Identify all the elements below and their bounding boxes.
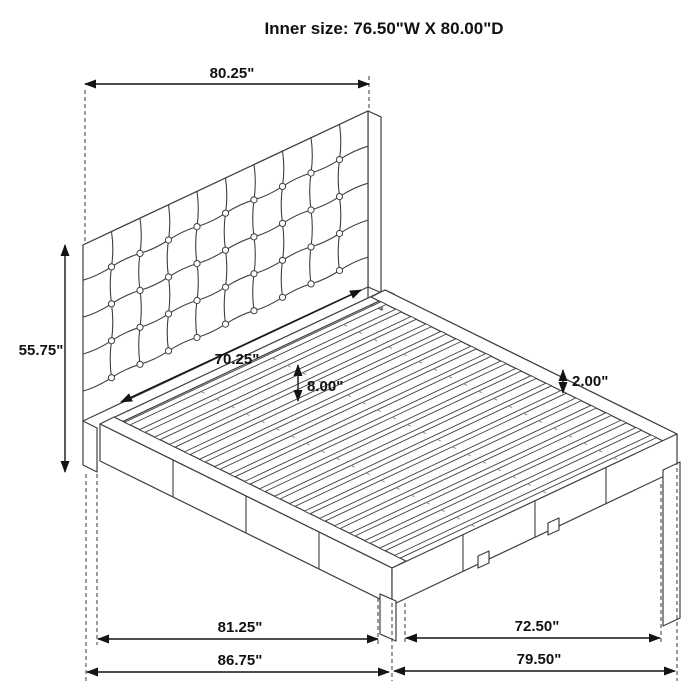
- tuft-button: [336, 230, 342, 236]
- slat-screw-mark: [261, 421, 264, 423]
- dim-label-base-side-depth: 72.50": [514, 618, 560, 635]
- slat-screw-mark: [347, 395, 350, 397]
- slat-screw-mark: [321, 451, 324, 453]
- slat-screw-mark: [509, 406, 512, 408]
- tuft-button: [308, 281, 314, 287]
- tuft-button: [108, 375, 114, 381]
- slat-screw-mark: [426, 503, 429, 505]
- tuft-button: [165, 311, 171, 317]
- tuft-button: [137, 250, 143, 256]
- slat-screw-mark: [498, 469, 501, 471]
- tuft-button: [336, 157, 342, 163]
- tuft-button: [222, 284, 228, 290]
- slat-screw-mark: [464, 384, 467, 386]
- slat-screw-mark: [411, 495, 414, 497]
- tuft-button: [308, 170, 314, 176]
- dim-base-front-width: [98, 619, 378, 639]
- tuft-button: [279, 294, 285, 300]
- tuft-button: [137, 287, 143, 293]
- slat-screw-mark: [231, 406, 234, 408]
- tuft-button: [336, 267, 342, 273]
- tuft-button: [137, 324, 143, 330]
- slat-screw-mark: [366, 473, 369, 475]
- dim-label-slat-height: 2.00": [572, 373, 609, 390]
- slat-screw-mark: [419, 362, 422, 364]
- dim-overall-depth: [394, 651, 675, 671]
- slat-screw-mark: [456, 517, 459, 519]
- slat-screw-mark: [359, 332, 362, 334]
- diagram-title: Inner size: 76.50"W X 80.00"D: [264, 19, 504, 38]
- slat-screw-mark: [246, 414, 249, 416]
- dim-label-base-front-width: 81.25": [217, 619, 263, 636]
- slat-screw-mark: [513, 476, 516, 478]
- dim-overall-width: [87, 652, 389, 672]
- tuft-button: [194, 261, 200, 267]
- tuft-button: [165, 237, 171, 243]
- tuft-button: [194, 334, 200, 340]
- slat-screw-mark: [287, 365, 290, 367]
- tuft-button: [279, 257, 285, 263]
- tuft-button: [137, 361, 143, 367]
- slat-screw-mark: [479, 391, 482, 393]
- dim-headboard-width: [85, 65, 369, 84]
- headboard-side-face: [368, 111, 381, 293]
- slat-screw-mark: [539, 421, 542, 423]
- tuft-button: [308, 207, 314, 213]
- slat-screw-mark: [381, 480, 384, 482]
- slat-screw-mark: [449, 376, 452, 378]
- dim-label-slat-gap: 8.00": [307, 378, 344, 395]
- slat-screw-mark: [396, 488, 399, 490]
- tuft-button: [108, 264, 114, 270]
- slat-screw-mark: [291, 436, 294, 438]
- tuft-button: [279, 220, 285, 226]
- slat-screw-mark: [599, 450, 602, 452]
- slat-screw-mark: [434, 369, 437, 371]
- slat-screw-mark: [584, 443, 587, 445]
- slat-screw-mark: [554, 428, 557, 430]
- tuft-button: [251, 234, 257, 240]
- tuft-button: [222, 247, 228, 253]
- dim-headboard-height: [19, 245, 65, 472]
- dim-label-overall-depth: 79.50": [516, 651, 562, 668]
- tuft-button: [336, 194, 342, 200]
- slat-screw-mark: [407, 425, 410, 427]
- slat-screw-mark: [362, 402, 365, 404]
- slat-screw-mark: [351, 466, 354, 468]
- slat-screw-mark: [452, 447, 455, 449]
- front-corner-leg: [380, 594, 396, 641]
- tuft-button: [108, 301, 114, 307]
- slat-screw-mark: [404, 354, 407, 356]
- headboard-left-leg: [83, 421, 97, 472]
- dim-label-overall-width: 86.75": [217, 652, 263, 669]
- slat-screw-mark: [272, 358, 275, 360]
- dim-label-headboard-height: 55.75": [18, 342, 64, 359]
- tuft-button: [194, 297, 200, 303]
- slat-screw-mark: [482, 462, 485, 464]
- slat-screw-mark: [614, 458, 617, 460]
- slat-screw-mark: [467, 454, 470, 456]
- slat-screw-mark: [494, 399, 497, 401]
- slat-screw-mark: [441, 510, 444, 512]
- tuft-button: [251, 271, 257, 277]
- slat-screw-mark: [374, 339, 377, 341]
- slat-screw-mark: [524, 413, 527, 415]
- slat-screw-mark: [569, 436, 572, 438]
- slat-screw-mark: [276, 429, 279, 431]
- slat-screw-mark: [528, 484, 531, 486]
- tuft-button: [165, 274, 171, 280]
- slat-screw-mark: [471, 525, 474, 527]
- slat-screw-mark: [302, 373, 305, 375]
- dim-label-inner-width: 70.25": [214, 351, 260, 368]
- slat-screw-mark: [216, 399, 219, 401]
- slat-screw-mark: [392, 417, 395, 419]
- slat-screw-mark: [377, 410, 380, 412]
- slat-screw-mark: [306, 443, 309, 445]
- slat-screw-mark: [437, 439, 440, 441]
- tuft-button: [108, 338, 114, 344]
- dim-base-side-depth: [406, 618, 660, 638]
- tuft-button: [165, 348, 171, 354]
- tuft-button: [194, 224, 200, 230]
- slat-screw-mark: [422, 432, 425, 434]
- tuft-button: [251, 197, 257, 203]
- tuft-button: [222, 321, 228, 327]
- slat-screw-mark: [201, 392, 204, 394]
- tuft-button: [251, 308, 257, 314]
- slat-screw-mark: [543, 491, 546, 493]
- tuft-button: [308, 244, 314, 250]
- dim-label-headboard-width: 80.25": [209, 65, 255, 82]
- tuft-button: [222, 210, 228, 216]
- tuft-button: [279, 183, 285, 189]
- slat-screw-mark: [389, 347, 392, 349]
- slat-screw-mark: [344, 325, 347, 327]
- slat-screw-mark: [336, 458, 339, 460]
